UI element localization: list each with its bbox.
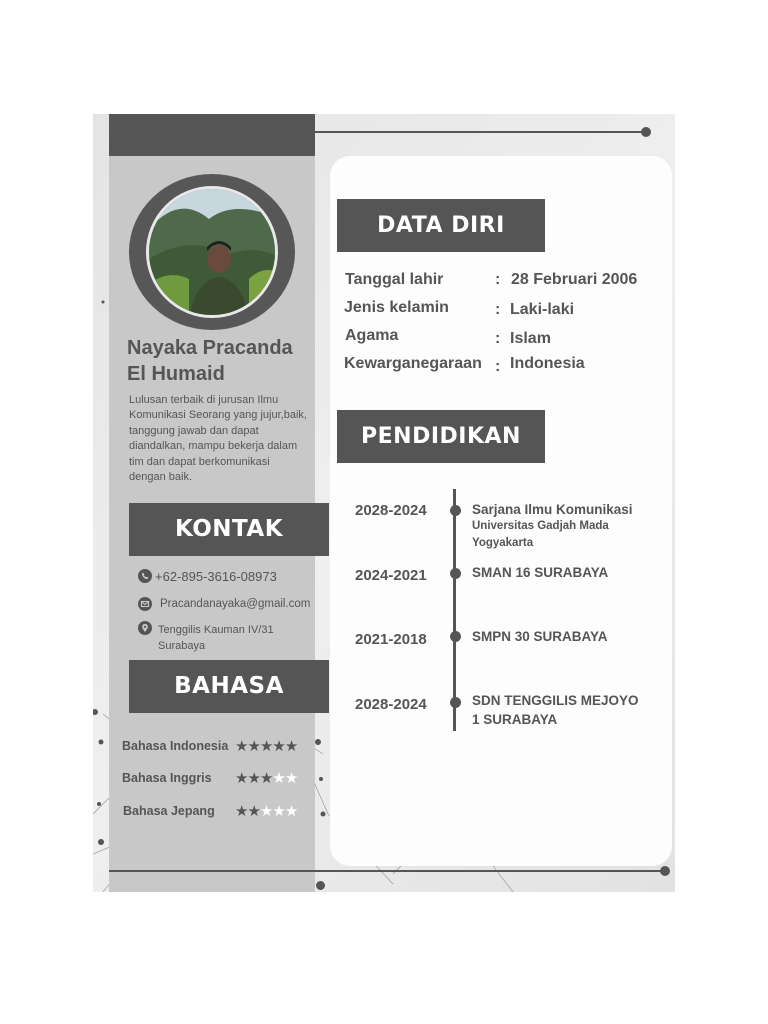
bottom-divider-dot (316, 881, 325, 890)
dob-label: Tanggal lahir (345, 271, 444, 288)
name-line-1: Nayaka Pracanda (127, 337, 293, 359)
phone-number: +62-895-3616-08973 (155, 569, 277, 584)
star-empty-icon: ★ (272, 769, 285, 787)
timeline-subtitle: Universitas Gadjah Mada (472, 520, 609, 532)
timeline-year: 2024-2021 (355, 567, 427, 584)
timeline-dot (450, 568, 461, 579)
timeline-dot (450, 505, 461, 516)
section-bahasa: BAHASA (129, 660, 329, 713)
timeline-year: 2028-2024 (355, 696, 427, 713)
religion-value: Islam (510, 330, 551, 347)
star-filled-icon: ★ (284, 737, 298, 755)
resume-page (93, 114, 675, 892)
bio-text: Lulusan terbaik di jurusan Ilmu Komunikasi Seorang yang jujur,baik, tanggung jawab dan dapat diandalkan, mampu bekerja dalam tim dan dapat berkomunikasi dengan baik. (129, 394, 307, 484)
language-rating-inggris (235, 769, 297, 787)
email-address: Pracandanayaka@gmail.com (160, 598, 311, 610)
star-empty-icon: ★ (272, 802, 285, 820)
star-filled-icon: ★ (247, 737, 260, 755)
language-label-indonesia: Bahasa Indonesia (122, 739, 229, 753)
dob-value: 28 Februari 2006 (511, 271, 638, 288)
timeline-dot (450, 631, 461, 642)
nationality-value: Indonesia (510, 355, 585, 372)
full-name (127, 335, 327, 387)
star-filled-icon: ★ (247, 769, 260, 787)
timeline-title: SDN TENGGILIS MEJOYO (472, 693, 639, 708)
section-data-diri: DATA DIRI (337, 199, 545, 252)
bottom-divider-dot-right (660, 866, 670, 876)
religion-colon: : (495, 330, 501, 347)
address-line-2: Surabaya (158, 640, 206, 652)
language-rating-indonesia (235, 737, 297, 755)
mail-icon (138, 597, 152, 611)
language-label-inggris: Bahasa Inggris (122, 771, 212, 785)
section-kontak: KONTAK (129, 503, 329, 556)
address (158, 622, 274, 654)
language-label-jepang: Bahasa Jepang (123, 804, 215, 818)
gender-value: Laki-laki (510, 301, 575, 318)
star-filled-icon: ★ (235, 769, 248, 787)
avatar (146, 186, 278, 318)
star-empty-icon: ★ (259, 802, 273, 820)
dob-colon: : (495, 271, 501, 288)
bottom-divider-line (109, 870, 665, 872)
top-divider-line (315, 131, 645, 133)
section-pendidikan: PENDIDIKAN (337, 410, 545, 463)
star-filled-icon: ★ (259, 769, 273, 787)
name-line-2: El Humaid (127, 363, 225, 385)
phone-icon (138, 569, 152, 583)
address-line-1: Tenggilis Kauman IV/31 (158, 624, 274, 636)
top-divider-dot (641, 127, 651, 137)
star-filled-icon: ★ (272, 737, 285, 755)
star-filled-icon: ★ (259, 737, 273, 755)
timeline-dot (450, 697, 461, 708)
timeline-title: SMPN 30 SURABAYA (472, 629, 608, 644)
location-pin-icon (138, 621, 152, 635)
timeline-subtitle: Yogyakarta (472, 537, 534, 549)
star-filled-icon: ★ (247, 802, 260, 820)
nationality-colon: : (495, 358, 501, 375)
timeline-year: 2028-2024 (355, 502, 427, 519)
star-filled-icon: ★ (235, 737, 248, 755)
religion-label: Agama (345, 327, 399, 344)
star-filled-icon: ★ (235, 802, 248, 820)
language-rating-jepang (235, 802, 297, 820)
gender-colon: : (495, 301, 501, 318)
star-empty-icon: ★ (284, 802, 298, 820)
timeline-title: Sarjana Ilmu Komunikasi (472, 502, 633, 517)
timeline-line (453, 489, 456, 731)
timeline-year: 2021-2018 (355, 631, 427, 648)
nationality-label: Kewarganegaraan (344, 355, 482, 372)
timeline-title-line-2: 1 SURABAYA (472, 712, 558, 727)
timeline-title: SMAN 16 SURABAYA (472, 565, 609, 580)
star-empty-icon: ★ (284, 769, 298, 787)
gender-label: Jenis kelamin (344, 299, 449, 316)
top-block-decoration (109, 114, 315, 156)
